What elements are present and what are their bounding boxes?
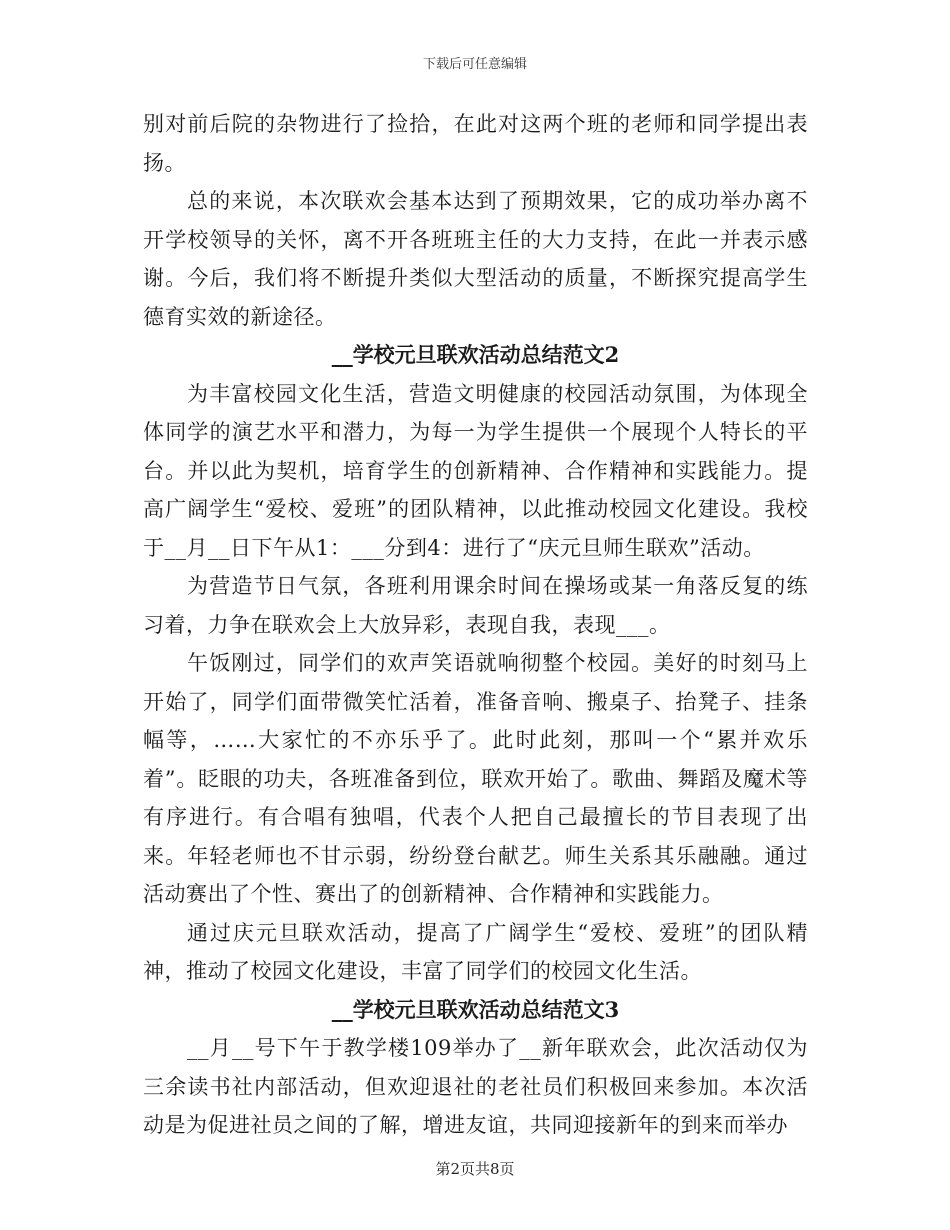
page-footer: 第2页共8页 [435,1160,515,1178]
paragraph: 为丰富校园文化生活，营造文明健康的校园活动氛围，为体现全体同学的演艺水平和潜力，为每一为学生提供一个展现个人特长的平台。并以此为契机，培育学生的创新精神、合作精神和实践能力。提高广阔学生“爱校、爱班”的团队精神，以此推动校园文化建设。我校于__月__日下午从1：___分到4：进行了“庆元旦师生联欢”活动。 [143,381,808,560]
paragraph: 午饭刚过，同学们的欢声笑语就响彻整个校园。美好的时刻马上开始了，同学们面带微笑忙活着，准备音响、搬桌子、抬凳子、挂条幅等，……大家忙的不亦乐乎了。此时此刻，那叫一个“累并欢乐着”。眨眼的功夫，各班准备到位，联欢开始了。歌曲、舞蹈及魔术等有序进行。有合唱有独唱，代表个人把自己最擅长的节目表现了出来。年轻老师也不甘示弱，纷纷登台献艺。师生关系其乐融融。通过活动赛出了个性、赛出了的创新精神、合作精神和实践能力。 [143,651,808,906]
paragraph: __月__号下午于教学楼109举办了__新年联欢会，此次活动仅为三余读书社内部活动，但欢迎退社的老社员们积极回来参加。本次活动是为促进社员之间的了解，增进友谊，共同迎接新年的到来而举办 [143,1036,808,1137]
section-heading: __学校元旦联欢活动总结范文2 [331,342,620,367]
paragraph: 总的来说，本次联欢会基本达到了预期效果，它的成功举办离不开学校领导的关怀，离不开各班班主任的大力支持，在此一并表示感谢。今后，我们将不断提升类似大型活动的质量，不断探究提高学生德育实效的新途径。 [143,189,808,329]
paragraph: 别对前后院的杂物进行了捡拾，在此对这两个班的老师和同学提出表扬。 [143,112,808,175]
header-note: 下载后可任意编辑 [422,57,527,72]
document-body [143,105,808,1145]
section-heading: __学校元旦联欢活动总结范文3 [331,996,620,1022]
paragraph: 为营造节日气氛，各班利用课余时间在操场或某一角落反复的练习着，力争在联欢会上大放异彩，表现自我，表现___。 [143,574,808,637]
paragraph: 通过庆元旦联欢活动，提高了广阔学生“爱校、爱班”的团队精神，推动了校园文化建设，丰富了同学们的校园文化生活。 [143,920,808,983]
